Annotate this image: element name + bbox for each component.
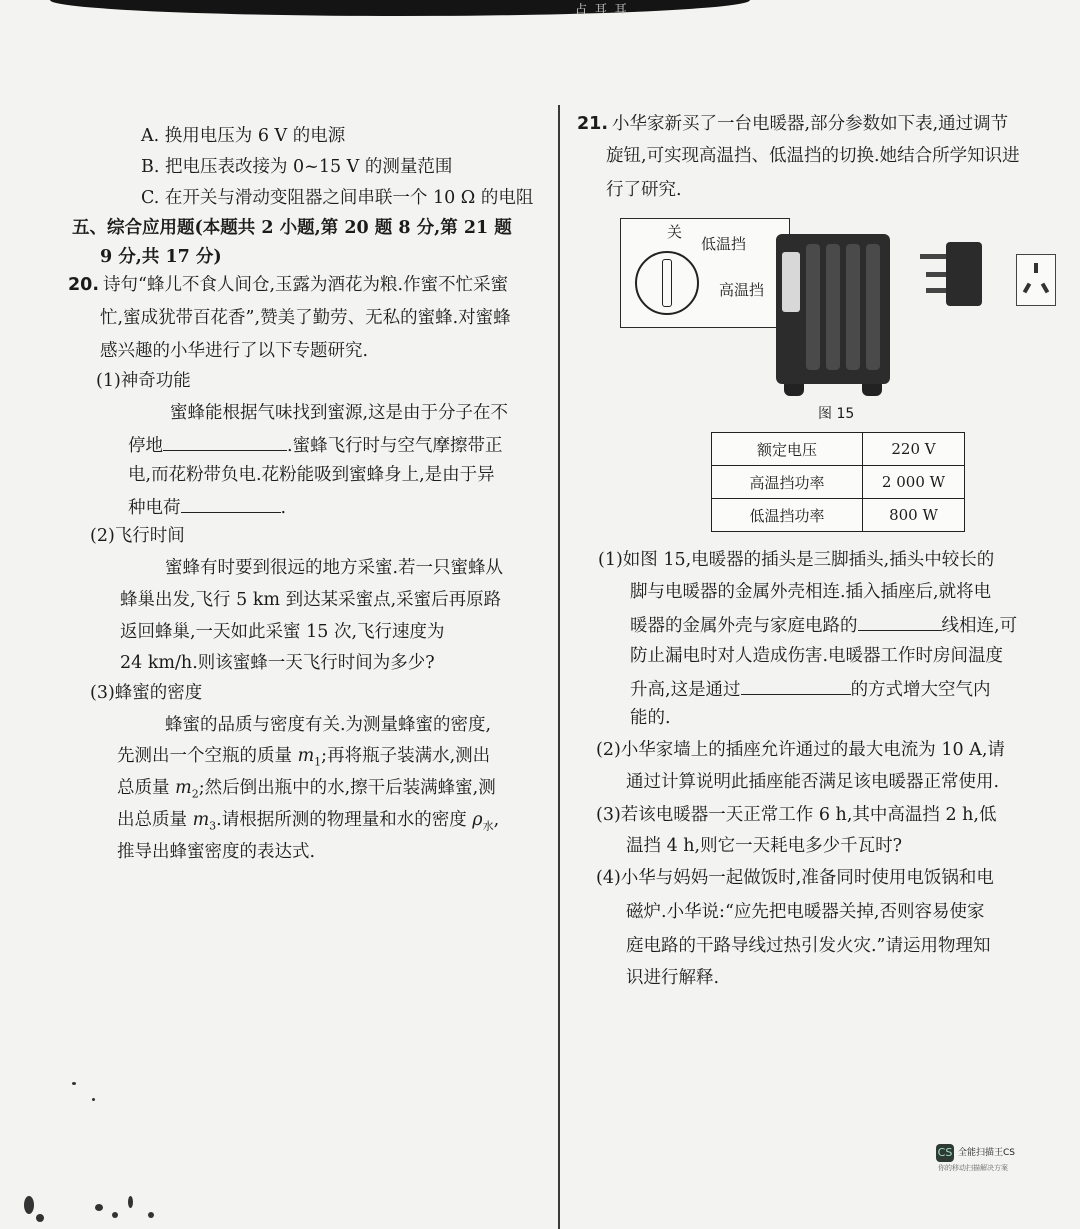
scan-speck — [36, 1214, 44, 1222]
var-m: m — [175, 778, 192, 798]
text: 线相连,可 — [941, 616, 1018, 636]
plug-prong — [920, 254, 946, 259]
socket-hole — [1041, 283, 1049, 294]
heater-panel — [782, 252, 800, 312]
plug-prong — [926, 288, 946, 293]
q21-part3-line1: (3)若该电暖器一天正常工作 6 h,其中高温挡 2 h,低 — [596, 805, 997, 825]
text: 暖器的金属外壳与家庭电路的 — [630, 616, 858, 636]
q20-part2-line4: 24 km/h.则该蜜蜂一天飞行时间为多少? — [120, 653, 435, 673]
answer-blank[interactable] — [181, 494, 281, 513]
q20-part1-title: (1)神奇功能 — [96, 371, 191, 391]
q21-part1-line1: (1)如图 15,电暖器的插头是三脚插头,插头中较长的 — [598, 550, 995, 570]
watermark-tagline: 你的移动扫描解决方案 — [938, 1164, 1008, 1172]
q21-part4-line4: 识进行解释. — [626, 968, 720, 988]
three-pin-plug-icon — [946, 242, 982, 306]
subscript: 3 — [209, 819, 217, 833]
q21-part2-line1: (2)小华家墙上的插座允许通过的最大电流为 10 A,请 — [596, 740, 1005, 760]
param-name: 高温挡功率 — [712, 466, 863, 499]
q21-part4-line3: 庭电路的干路导线过热引发火灾.”请运用物理知 — [626, 936, 991, 956]
heater-fin — [846, 244, 860, 370]
heater-fin — [826, 244, 840, 370]
q20-part1-line3: 电,而花粉带负电.花粉能吸到蜜蜂身上,是由于异 — [128, 465, 495, 485]
param-value: 2 000 W — [863, 466, 965, 499]
q21-intro-text: 小华家新买了一台电暖器,部分参数如下表,通过调节 — [612, 114, 1009, 134]
label-off: 关 — [667, 223, 683, 241]
q21-part1-line3 — [630, 612, 1017, 638]
q21-intro-2: 旋钮,可实现高温挡、低温挡的切换.她结合所学知识进 — [606, 146, 1020, 166]
q21-number: 21. — [577, 114, 609, 134]
figure-15 — [606, 212, 1062, 402]
q21-part1-line4: 防止漏电时对人造成伤害.电暖器工作时房间温度 — [630, 646, 1004, 666]
table-row — [712, 466, 965, 499]
q20-part1-line1: 蜜蜂能根据气味找到蜜源,这是由于分子在不 — [170, 403, 509, 423]
q21-part1-line6: 能的. — [630, 708, 671, 728]
option-b: B. 把电压表改接为 0~15 V 的测量范围 — [141, 157, 453, 177]
label-high: 高温挡 — [719, 281, 765, 299]
column-divider — [558, 105, 560, 1229]
q20-part3-line2 — [117, 744, 490, 775]
socket-hole — [1023, 283, 1031, 294]
table-row — [712, 433, 965, 466]
text: , — [493, 810, 500, 830]
text: 种电荷 — [128, 498, 181, 518]
text: .请根据所测的物理量和水的密度 — [216, 810, 473, 830]
q21-part1-line5 — [630, 676, 991, 702]
section-title: 五、综合应用题(本题共 2 小题,第 20 题 8 分,第 21 题 — [72, 218, 512, 238]
scan-speck — [148, 1212, 154, 1218]
q20-part3-line4 — [117, 808, 499, 839]
q21-intro-3: 行了研究. — [606, 180, 682, 200]
wall-socket-icon — [1016, 254, 1056, 306]
q21-part1-line2: 脚与电暖器的金属外壳相连.插入插座后,就将电 — [630, 582, 992, 602]
q20-number: 20. — [68, 275, 100, 295]
scan-speck — [128, 1196, 133, 1208]
heater-wheel — [784, 384, 804, 396]
heater-fin — [866, 244, 880, 370]
page-top-edge — [50, 0, 750, 16]
text: 的方式增大空气内 — [850, 680, 991, 700]
q20-part3-title: (3)蜂蜜的密度 — [90, 683, 203, 703]
q20-part2-line2: 蜂巢出发,飞行 5 km 到达某采蜜点,采蜜后再原路 — [120, 590, 502, 610]
option-a: A. 换用电压为 6 V 的电源 — [141, 126, 346, 146]
q20-intro-text: 诗句“蜂儿不食人间仓,玉露为酒花为粮.作蜜不忙采蜜 — [103, 275, 509, 295]
text: ;然后倒出瓶中的水,擦干后装满蜂蜜,测 — [198, 778, 496, 798]
param-value: 220 V — [863, 433, 965, 466]
q21-part4-line1: (4)小华与妈妈一起做饭时,准备同时使用电饭锅和电 — [596, 868, 994, 888]
text: 升高,这是通过 — [630, 680, 741, 700]
text: 先测出一个空瓶的质量 — [117, 746, 298, 766]
label-low: 低温挡 — [701, 235, 747, 253]
scanner-watermark — [936, 1144, 1032, 1174]
q20-part2-line3: 返回蜂巢,一天如此采蜜 15 次,飞行速度为 — [120, 622, 445, 642]
parameter-table — [711, 432, 965, 532]
watermark-name: 全能扫描王CS — [958, 1148, 1015, 1158]
knob-dial-icon — [635, 251, 699, 315]
answer-blank[interactable] — [858, 612, 942, 631]
q21-part3-line2: 温挡 4 h,则它一天耗电多少千瓦时? — [626, 836, 902, 856]
q20-intro-2: 忙,蜜成犹带百花香”,赞美了勤劳、无私的蜜蜂.对蜜蜂 — [100, 308, 511, 328]
scan-speck — [24, 1196, 34, 1214]
heater-fin — [806, 244, 820, 370]
q20-part2-title: (2)飞行时间 — [90, 526, 185, 546]
figure-caption: 图 15 — [818, 406, 855, 422]
text: . — [280, 498, 287, 518]
param-value: 800 W — [863, 499, 965, 532]
section-title-cont: 9 分,共 17 分) — [100, 247, 222, 267]
subscript: 1 — [314, 755, 322, 769]
q20-intro-3: 感兴趣的小华进行了以下专题研究. — [100, 341, 369, 361]
answer-blank[interactable] — [741, 676, 851, 695]
subscript: 2 — [191, 787, 199, 801]
scan-speck — [112, 1212, 118, 1218]
socket-hole — [1034, 263, 1038, 273]
answer-blank[interactable] — [163, 432, 287, 451]
q20-part2-line1: 蜜蜂有时要到很远的地方采蜜.若一只蜜蜂从 — [165, 558, 504, 578]
heater-wheel — [862, 384, 882, 396]
oil-heater-icon — [776, 234, 890, 384]
var-rho: ρ — [472, 810, 483, 830]
q20-part1-line4 — [128, 494, 286, 520]
param-name: 额定电压 — [712, 433, 863, 466]
q20-part3-line1: 蜂蜜的品质与密度有关.为测量蜂蜜的密度, — [165, 715, 492, 735]
text: ;再将瓶子装满水,测出 — [321, 746, 491, 766]
q21-part2-line2: 通过计算说明此插座能否满足该电暖器正常使用. — [626, 772, 1000, 792]
q20-part1-line2 — [128, 432, 503, 458]
scan-speck — [95, 1204, 103, 1211]
option-c: C. 在开关与滑动变阻器之间串联一个 10 Ω 的电阻 — [141, 188, 534, 208]
plug-prong — [926, 272, 946, 277]
scanner-app-icon: CS — [936, 1144, 954, 1162]
q20-part3-line5: 推导出蜂蜜密度的表达式. — [117, 842, 316, 862]
table-row — [712, 499, 965, 532]
text: 总质量 — [117, 778, 176, 798]
q20-part3-line3 — [117, 776, 496, 807]
text: 停地 — [128, 436, 163, 456]
scan-speck — [92, 1098, 95, 1101]
scan-speck — [72, 1082, 76, 1085]
knob-inset — [620, 218, 790, 328]
param-name: 低温挡功率 — [712, 499, 863, 532]
q20-intro-1 — [68, 273, 508, 297]
var-m: m — [192, 810, 210, 830]
text: .蜜蜂飞行时与空气摩擦带正 — [287, 436, 503, 456]
header-fragment: 占 耳 耳 — [575, 2, 629, 16]
q21-intro-1 — [577, 112, 1008, 136]
text: 出总质量 — [117, 810, 193, 830]
var-m: m — [297, 746, 315, 766]
knob-pointer — [662, 259, 672, 307]
q21-part4-line2: 磁炉.小华说:“应先把电暖器关掉,否则容易使家 — [626, 902, 985, 922]
subscript: 水 — [482, 819, 494, 833]
